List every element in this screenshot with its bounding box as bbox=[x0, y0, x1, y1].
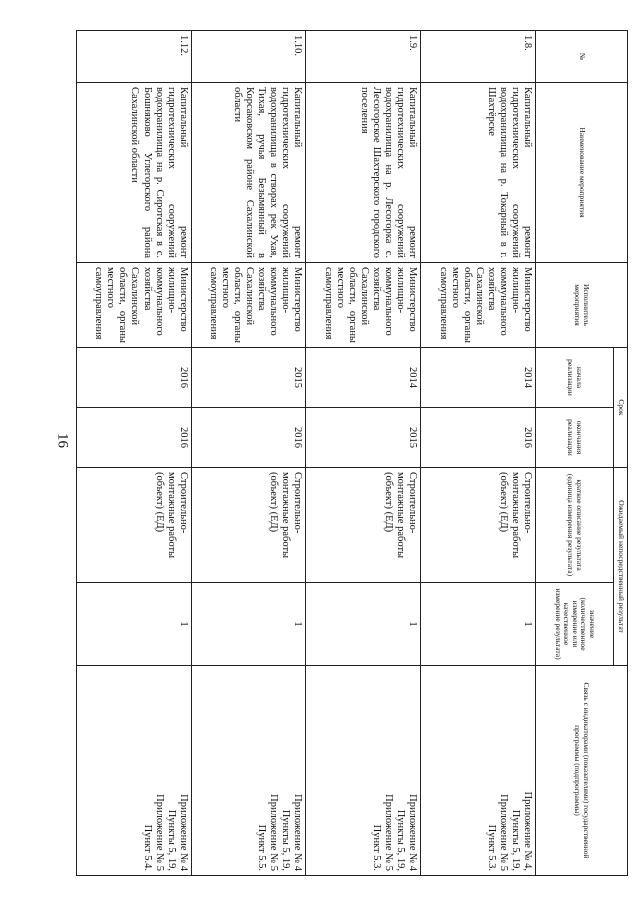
row-link bbox=[306, 666, 421, 876]
row-link-line: Приложение № 4 bbox=[177, 794, 189, 871]
row-link-line: Приложение № 5 bbox=[153, 794, 165, 871]
row-name: Капитальный ремонт гидротехнических сооружений водохранилища на р. Сиротская в с. Бошняково Углегорского района Сахалинской области bbox=[77, 83, 192, 263]
row-link-line: Приложение № 5 bbox=[268, 794, 280, 871]
row-link-line: Приложение № 4 bbox=[292, 794, 304, 871]
row-link-line: Пункты 5, 19, bbox=[165, 809, 177, 871]
row-name: Капитальный ремонт гидротехнических сооружений водохранилища на р. Лесогорка с. Лесогорское Шахтерского городского поселения bbox=[306, 83, 421, 263]
row-num: 1.9. bbox=[306, 31, 421, 83]
row-link bbox=[77, 666, 192, 876]
row-link-line: Приложение № 5 bbox=[497, 794, 509, 871]
header-end: окончания реализации bbox=[536, 408, 614, 468]
row-num: 1.8. bbox=[421, 31, 536, 83]
row-start: 2014 bbox=[306, 348, 421, 408]
page-number: 16 bbox=[54, 433, 71, 448]
row-desc: Строительно-монтажные работы (объект) (ЕД) bbox=[421, 468, 536, 583]
header-start: начала реализации bbox=[536, 348, 614, 408]
header-result-value: значение (количественное измерение или качественное измерение результата) bbox=[536, 583, 614, 666]
row-link-line: Пункты 5, 19, bbox=[509, 809, 521, 871]
row-link-line: Пункт 5.3. bbox=[371, 824, 383, 871]
row-link bbox=[191, 666, 306, 876]
rotated-table-container bbox=[76, 30, 628, 875]
header-name: Наименование мероприятия bbox=[536, 83, 628, 263]
row-start: 2016 bbox=[77, 348, 192, 408]
table-row bbox=[421, 31, 536, 876]
row-executor: Министерство жилищно-коммунального хозяйства Сахалинской области, органы местного самоуправления bbox=[421, 263, 536, 348]
row-link-line: Пункт 5.5. bbox=[256, 824, 268, 871]
row-end: 2016 bbox=[421, 408, 536, 468]
row-link-line: Приложение № 4 bbox=[407, 794, 419, 871]
row-link-line: Приложение № 4, bbox=[522, 791, 533, 871]
row-end: 2015 bbox=[306, 408, 421, 468]
row-name: Капитальный ремонт гидротехнических сооружений водохранилища на р. Токарный в г. Шахтёрске bbox=[421, 83, 536, 263]
row-link bbox=[421, 666, 536, 876]
table-row bbox=[306, 31, 421, 876]
row-link-line: Приложение № 5 bbox=[383, 794, 395, 871]
row-link-line: Пункты 5, 19, bbox=[280, 809, 292, 871]
row-executor: Министерство жилищно-коммунального хозяйства Сахалинской области, органы местного самоуправления bbox=[306, 263, 421, 348]
row-desc: Строительно-монтажные работы (объект) (ЕД) bbox=[306, 468, 421, 583]
header-executor: Исполнитель мероприятия bbox=[536, 263, 628, 348]
row-value: 1 bbox=[306, 583, 421, 666]
table-row bbox=[77, 31, 192, 876]
table-row bbox=[191, 31, 306, 876]
row-start: 2014 bbox=[421, 348, 536, 408]
header-num: № bbox=[536, 31, 628, 83]
row-num: 1.12. bbox=[77, 31, 192, 83]
header-result: Ожидаемый непосредственный результат bbox=[614, 468, 628, 666]
row-value: 1 bbox=[191, 583, 306, 666]
row-num: 1.10. bbox=[191, 31, 306, 83]
header-term: Срок bbox=[614, 348, 628, 468]
header-link: Связь с индикаторами (показателями) государственной программы (подпрограммы) bbox=[536, 666, 628, 876]
row-end: 2016 bbox=[77, 408, 192, 468]
row-desc: Строительно-монтажные работы (объект) (ЕД) bbox=[77, 468, 192, 583]
row-link-line: Пункт 5.4. bbox=[141, 824, 153, 871]
row-name: Капитальный ремонт гидротехнических сооружений водохранилища в створах рек Ухая, Тихая, ручья Безымянный в Корсаковском районе Сахалинской области bbox=[191, 83, 306, 263]
row-link-line: Пункты 5, 19, bbox=[395, 809, 407, 871]
measures-table bbox=[76, 30, 628, 876]
row-executor: Министерство жилищно-коммунального хозяйства Сахалинской области, органы местного самоуправления bbox=[191, 263, 306, 348]
row-executor: Министерство жилищно-коммунального хозяйства Сахалинской области, органы местного самоуправления bbox=[77, 263, 192, 348]
row-start: 2015 bbox=[191, 348, 306, 408]
row-value: 1 bbox=[77, 583, 192, 666]
row-desc: Строительно-монтажные работы (объект) (ЕД) bbox=[191, 468, 306, 583]
row-end: 2016 bbox=[191, 408, 306, 468]
row-link-line: Пункт 5.3. bbox=[485, 824, 497, 871]
header-result-desc: краткое описание результата (единица измерения результата) bbox=[536, 468, 614, 583]
row-value: 1 bbox=[421, 583, 536, 666]
